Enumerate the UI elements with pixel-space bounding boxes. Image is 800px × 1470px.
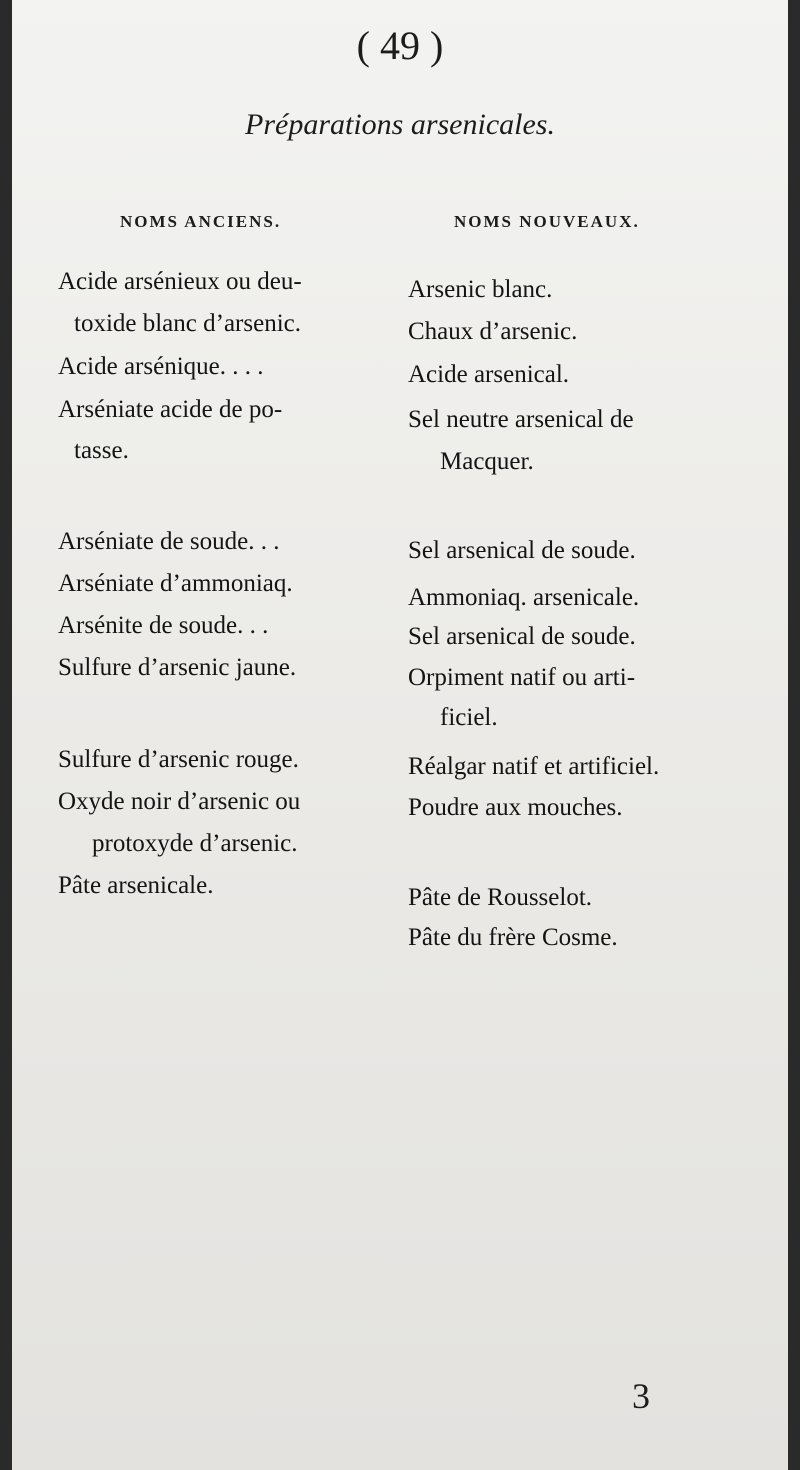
new-name-line: Arsenic blanc. — [408, 276, 553, 303]
signature-mark: 3 — [632, 1376, 650, 1416]
page-title: Préparations arsenicales. — [245, 108, 555, 141]
new-name-line: Pâte de Rousselot. — [408, 884, 593, 911]
document-page — [12, 0, 788, 1470]
page-number: ( 49 ) — [356, 23, 444, 68]
old-name-line: Acide arsénieux ou deu- — [58, 268, 302, 295]
column-header-old-names: NOMS ANCIENS. — [120, 212, 282, 231]
old-name-line: Arséniate acide de po- — [58, 396, 283, 423]
old-name-line: Sulfure d’arsenic jaune. — [58, 654, 297, 681]
new-name-line: Réalgar natif et artificiel. — [408, 753, 660, 780]
new-name-line: Chaux d’arsenic. — [408, 318, 578, 345]
new-name-line: Sel neutre arsenical de — [408, 406, 634, 433]
old-name-line: Oxyde noir d’arsenic ou — [58, 788, 301, 815]
new-name-line: ficiel. — [440, 704, 498, 731]
column-header-new-names: NOMS NOUVEAUX. — [454, 212, 640, 231]
names-table — [12, 0, 788, 1470]
old-name-line: Arséniate de soude. . . — [58, 528, 280, 555]
old-name-line: toxide blanc d’arsenic. — [74, 310, 301, 337]
new-name-line: Pâte du frère Cosme. — [408, 924, 618, 951]
new-name-line: Sel arsenical de soude. — [408, 537, 636, 564]
new-name-line: Sel arsenical de soude. — [408, 623, 636, 650]
new-name-line: Orpiment natif ou arti- — [408, 664, 636, 691]
new-name-line: Ammoniaq. arsenicale. — [408, 584, 640, 611]
new-name-line: Acide arsenical. — [408, 361, 570, 388]
new-name-line: Poudre aux mouches. — [408, 794, 623, 821]
old-name-line: Pâte arsenicale. — [58, 872, 214, 899]
old-name-line: Acide arsénique. . . . — [58, 353, 264, 380]
new-name-line: Macquer. — [440, 448, 534, 475]
old-name-line: tasse. — [74, 437, 129, 464]
old-name-line: protoxyde d’arsenic. — [92, 830, 298, 857]
old-name-line: Arsénite de soude. . . — [58, 612, 269, 639]
old-name-line: Arséniate d’ammoniaq. — [58, 570, 293, 597]
old-name-line: Sulfure d’arsenic rouge. — [58, 746, 299, 773]
